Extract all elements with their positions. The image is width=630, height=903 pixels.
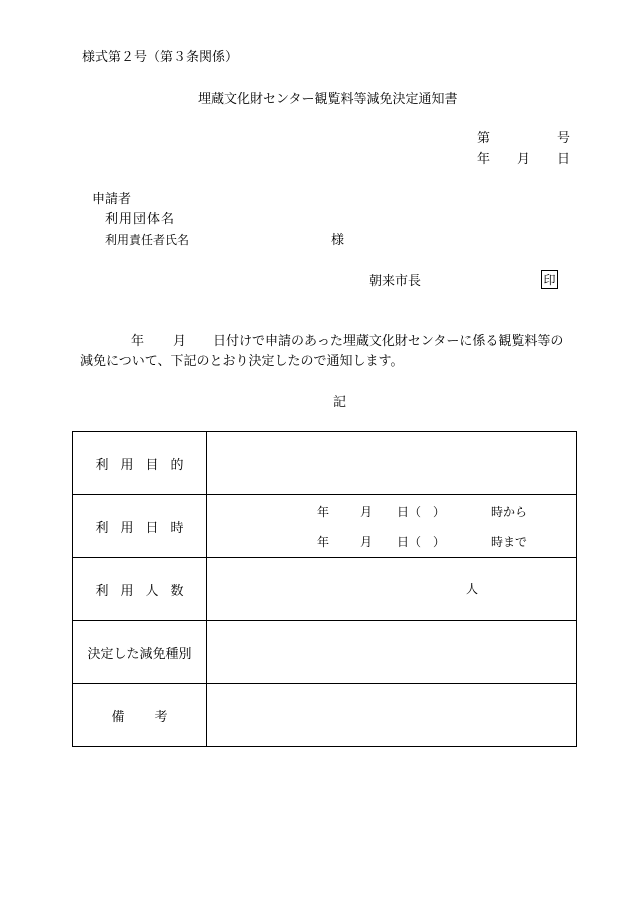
table-row	[73, 621, 577, 684]
until-day-label: 日（ ）	[397, 535, 446, 549]
organization-name-label: 利用団体名	[105, 212, 176, 227]
datetime-label: 利用日時	[95, 520, 196, 536]
seal-stamp-box	[541, 270, 558, 289]
row-label-cell	[73, 495, 207, 558]
from-month-label: 月	[360, 505, 373, 519]
exemption-type-value-cell	[207, 621, 577, 684]
representative-name-label: 利用責任者氏名	[105, 233, 190, 247]
row-label-cell	[73, 558, 207, 621]
body-year-label: 年	[131, 334, 145, 349]
date-month-label: 月	[517, 152, 531, 167]
form-number: 様式第２号（第３条関係）	[82, 50, 239, 65]
body-month-label: 月	[173, 334, 187, 349]
honorific-sama: 様	[331, 233, 345, 248]
doc-number-suffix: 号	[557, 131, 571, 146]
people-count-label: 利用人数	[95, 583, 196, 599]
details-table	[72, 431, 577, 747]
remarks-label: 備考	[111, 709, 198, 725]
exemption-type-label: 決定した減免種別	[87, 646, 192, 662]
body-text-line2: 減免について、下記のとおり決定したので通知します。	[80, 354, 404, 369]
table-row	[73, 432, 577, 495]
row-label-cell	[73, 432, 207, 495]
row-label-cell	[73, 621, 207, 684]
datetime-value-cell	[207, 495, 577, 558]
body-text-line1: 日付けで申請のあった埋蔵文化財センターに係る観覧料等の	[213, 334, 564, 349]
table-row	[73, 684, 577, 747]
applicant-heading: 申請者	[92, 192, 132, 207]
document-title: 埋蔵文化財センター観覧料等減免決定通知書	[198, 92, 458, 107]
remarks-value-cell	[207, 684, 577, 747]
people-unit-label: 人	[466, 582, 479, 596]
until-year-label: 年	[317, 535, 330, 549]
purpose-value-cell	[207, 432, 577, 495]
issuer-name: 朝来市長	[369, 274, 422, 289]
date-day-label: 日	[557, 152, 571, 167]
from-time-label: 時から	[491, 505, 528, 519]
until-time-label: 時まで	[491, 535, 528, 549]
people-count-value-cell	[207, 558, 577, 621]
table-row	[73, 558, 577, 621]
from-day-label: 日（ ）	[397, 505, 446, 519]
row-label-cell	[73, 684, 207, 747]
ki-heading: 記	[333, 395, 347, 410]
doc-number-prefix: 第	[477, 131, 491, 146]
until-month-label: 月	[360, 535, 373, 549]
purpose-label: 利用目的	[95, 457, 196, 473]
table-row	[73, 495, 577, 558]
from-year-label: 年	[317, 505, 330, 519]
seal-label: 印	[543, 272, 556, 287]
date-year-label: 年	[477, 152, 491, 167]
